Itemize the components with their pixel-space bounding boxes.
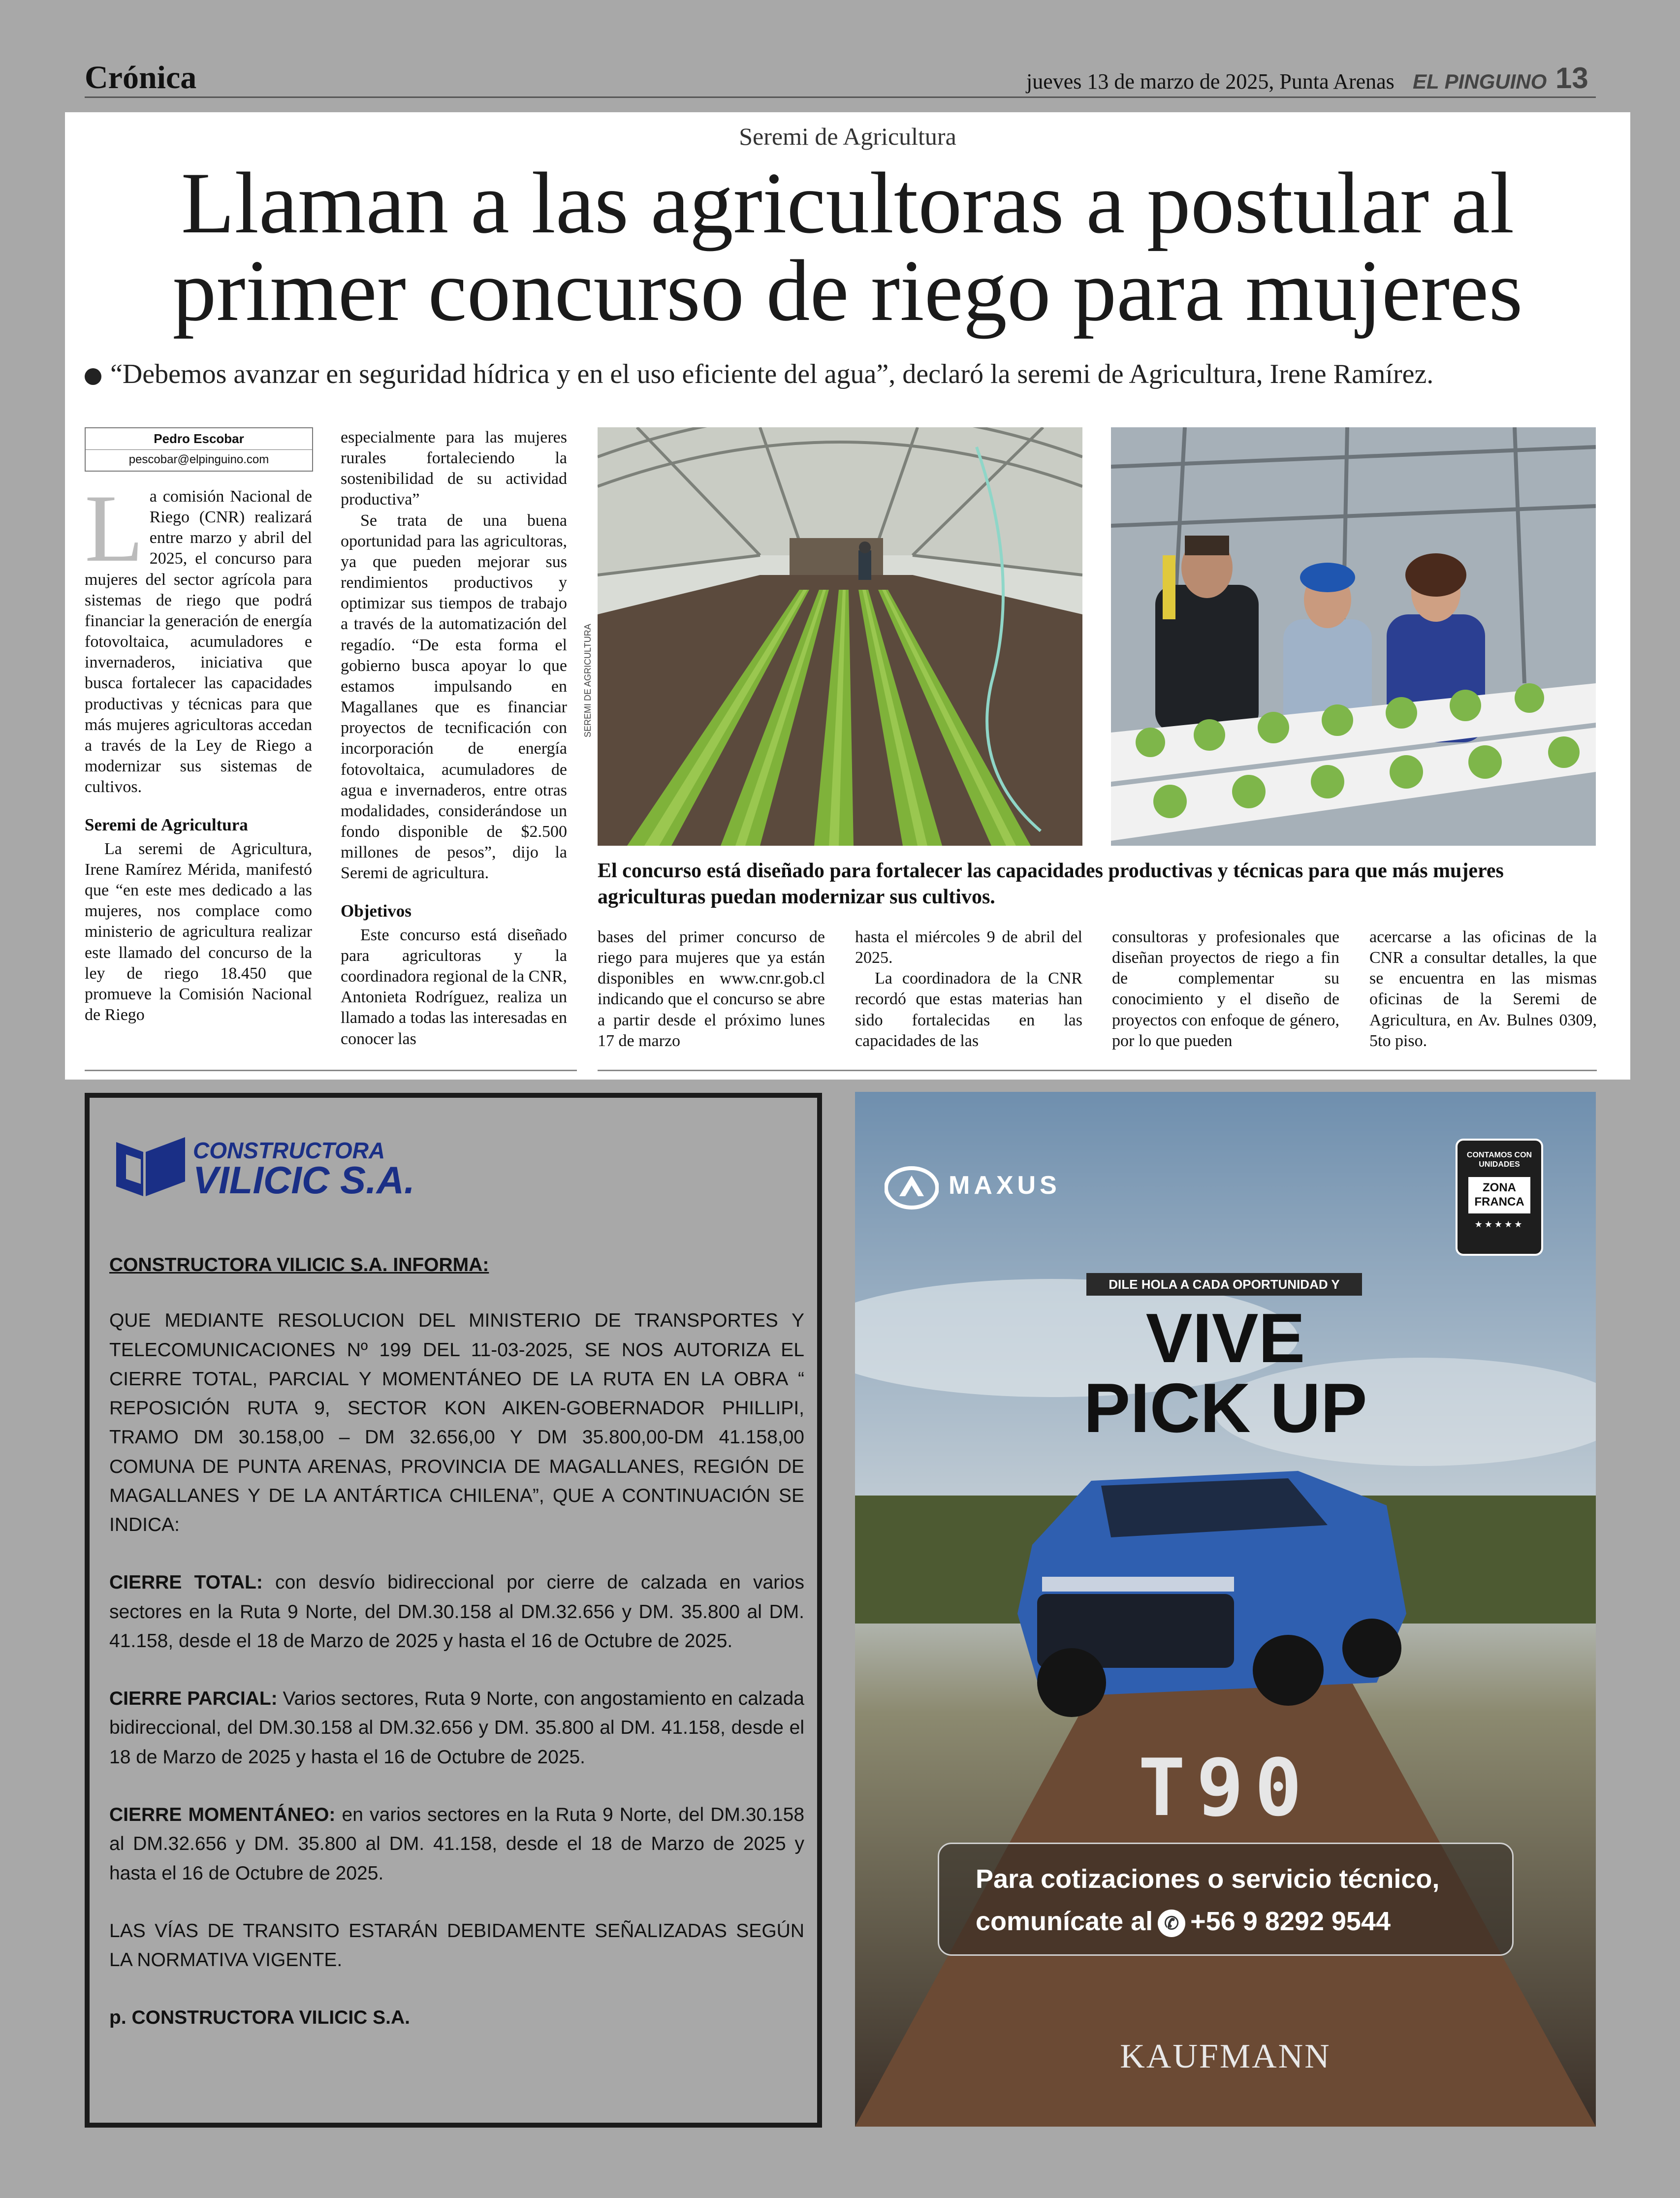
- paragraph: especialmente para las mujeres rurales fortaleciendo la sostenibilidad de su actividad productiva”: [341, 428, 567, 509]
- newspaper-name: EL PINGUINO: [1413, 70, 1547, 93]
- total-text: con desvío bidireccional por cierre de calzada en varios sectores en la Ruta 9 Norte, del DM.30.158 al DM.32.656 y DM. 35.800 al DM. 41.158, desde el 18 de Marzo de 2025 y hasta el 16 de Octubre de 2025.: [109, 1572, 804, 1652]
- paragraph: a comisión Nacional de Riego (CNR) realizará entre marzo y abril del 2025, el concurso para mujeres del sector agrícola para sistemas de riego que podrá financiar la generación de energía fotovoltaica, acumuladores e invernaderos, iniciativa que busca fortalecer las capacidades productivas y técnicas para que más mujeres agricultoras accedan a través de la Ley de Riego a modernizar sus sistemas de cultivos.: [85, 487, 312, 796]
- drop-cap: L: [85, 486, 144, 582]
- maxus-logo-icon: [885, 1166, 939, 1210]
- paragraph: hasta el miércoles 9 de abril del 2025.: [855, 928, 1082, 967]
- ad-tagline: DILE HOLA A CADA OPORTUNIDAD Y: [1086, 1273, 1362, 1296]
- subheading: Objetivos: [341, 901, 412, 921]
- paragraph: bases del primer concurso de riego para mujeres que ya están disponibles en www.cnr.gob.cl indicando que el concurso se abre a partir desde el próximo lunes 17 de marzo: [598, 928, 825, 1050]
- notice-momentaneo: [109, 1800, 804, 1888]
- notice-intro: QUE MEDIANTE RESOLUCION DEL MINISTERIO DE TRANSPORTES Y TELECOMUNICACIONES Nº 199 DEL 11-03-2025, SE NOS AUTORIZA EL CIERRE TOTAL, PARCIAL Y MOMENTÁNEO DE LA RUTA EN LA OBRA “ REPOSICIÓN RUTA 9, SECTOR KON AIKEN-GOBERNADOR PHILLIPI, TRAMO DM 30.158,00 – DM 32.656,00 Y DM 35.800,00-DM 41.158,00 COMUNA DE PUNTA ARENAS, PROVINCIA DE MAGALLANES, REGIÓN DE MAGALLANES Y DE LA ANTÁRTICA CHILENA”, QUE A CONTINUACIÓN SE INDICA:: [109, 1310, 804, 1536]
- ad-contact-box[interactable]: [938, 1843, 1514, 1956]
- paragraph: La coordinadora de la CNR recordó que estas materias han sido fortalecidas en las capacidades de las: [855, 969, 1082, 1050]
- people-photo: [1111, 427, 1596, 846]
- column-rule: [598, 1070, 1597, 1071]
- pickup-truck: [1017, 1471, 1406, 1717]
- ad-headline-1: VIVE: [1145, 1299, 1305, 1377]
- lead-text: “Debemos avanzar en seguridad hídrica y en el uso eficiente del agua”, declaró la seremi de Agricultura, Irene Ramírez.: [110, 359, 1434, 389]
- vilicic-logo: [116, 1137, 415, 1202]
- article-column-1: [85, 486, 312, 1072]
- dealer-name: KAUFMANN: [1120, 2038, 1331, 2075]
- ad-model: T90: [1138, 1742, 1313, 1834]
- article-panel: [65, 112, 1630, 1080]
- parcial-text: Varios sectores, Ruta 9 Norte, con angostamiento en calzada bidireccional, del DM.30.158 al DM.32.656 y DM. 35.800 al DM. 41.158, desde el 18 de Marzo de 2025 y hasta el 16 de Octubre de 2025.: [109, 1688, 804, 1768]
- notice-closing: LAS VÍAS DE TRANSITO ESTARÁN DEBIDAMENTE SEÑALIZADAS SEGÚN LA NORMATIVA VIGENTE.: [109, 1920, 804, 1971]
- construction-notice: [85, 1093, 822, 2128]
- paragraph: consultoras y profesionales que diseñan proyectos de riego a fin de complementar su conocimiento y el diseño de proyectos con enfoque de género, por lo que pueden: [1112, 928, 1339, 1050]
- momentaneo-text: en varios sectores en la Ruta 9 Norte, del DM.30.158 al DM.32.656 y DM. 35.800 al DM. 41.158, desde el 18 de Marzo de 2025 y hasta el 16 de Octubre de 2025.: [109, 1804, 805, 1884]
- photo-credit: SEREMI DE AGRICULTURA: [583, 624, 593, 737]
- logo-line-2: VILICIC S.A.: [193, 1158, 415, 1202]
- section-title: Crónica: [85, 60, 197, 96]
- momentaneo-label: CIERRE MOMENTÁNEO:: [109, 1804, 336, 1825]
- contact-prefix: comunícate al: [976, 1907, 1153, 1937]
- article-column-4: [855, 927, 1082, 1075]
- phone-number[interactable]: +56 9 8292 9544: [1190, 1907, 1391, 1937]
- column-rule: [85, 1070, 577, 1071]
- zona-franca-badge: [1456, 1139, 1543, 1256]
- badge-stars: ★★★★★: [1474, 1219, 1524, 1229]
- notice-parcial: [109, 1684, 804, 1772]
- ad-headline-2: PICK UP: [1083, 1369, 1367, 1447]
- headline-line-1: Llaman a las agricultoras a postular al: [181, 154, 1515, 252]
- author-name: Pedro Escobar: [154, 431, 244, 446]
- photo-caption: El concurso está diseñado para fortalecer las capacidades productivas y técnicas para que más mujeres agriculturas puedan modernizar sus cultivos.: [598, 860, 1504, 908]
- article-kicker: Seremi de Agricultura: [739, 123, 956, 150]
- article-column-3: [598, 927, 825, 1075]
- greenhouse-illustration: [598, 427, 1082, 846]
- article-column-5: [1112, 927, 1339, 1075]
- paragraph: acercarse a las oficinas de la CNR a consultar detalles, la que se encuentra en las mismas oficinas de la Seremi de Agricultura, en Av. Bulnes 0309, 5to piso.: [1369, 928, 1597, 1050]
- whatsapp-icon: ✆: [1158, 1910, 1185, 1937]
- paragraph: Este concurso está diseñado para agricultoras y la coordinadora regional de la CNR, Antonieta Rodríguez, realiza un llamado a todas las interesadas en conocer las: [341, 925, 567, 1048]
- logo-line-1: CONSTRUCTORA: [193, 1138, 385, 1163]
- total-label: CIERRE TOTAL:: [109, 1572, 263, 1593]
- people-illustration: [1111, 427, 1596, 846]
- article-column-2: [341, 427, 567, 1072]
- notice-signature: p. CONSTRUCTORA VILICIC S.A.: [109, 2007, 411, 2029]
- badge-top-text: CONTAMOS CON UNIDADES: [1466, 1151, 1532, 1169]
- page-number: 13: [1555, 62, 1588, 95]
- byline: [85, 427, 313, 472]
- ad-brand: MAXUS: [949, 1171, 1061, 1200]
- badge-mid-text: ZONA FRANCA: [1468, 1177, 1530, 1213]
- notice-total: [109, 1568, 804, 1656]
- greenhouse-photo: [598, 427, 1082, 846]
- maxus-advertisement[interactable]: [855, 1092, 1596, 2127]
- subheading: Seremi de Agricultura: [85, 815, 248, 835]
- contact-line-1: Para cotizaciones o servicio técnico,: [976, 1864, 1440, 1894]
- article-column-6: [1369, 927, 1597, 1075]
- article-lead: [85, 358, 1620, 390]
- notice-body: [109, 1250, 804, 2061]
- logo-emblem-icon: [116, 1137, 185, 1196]
- paragraph: Se trata de una buena oportunidad para las agricultoras, ya que pueden mejorar sus rendimientos productivos y optimizar sus tiempos de trabajo a través de la automatización del regadío. “De esta forma el gobierno busca apoyar lo que estamos impulsando en Magallanes que es financiar proyectos de tecnificación con incorporación de energía fotovoltaica, acumuladores de agua e invernaderos, entre otras modalidades, considerándose un fondo disponible de $2.500 millones de pesos”, dijo la Seremi de agricultura.: [341, 511, 567, 883]
- bullet-icon: [85, 368, 101, 385]
- parcial-label: CIERRE PARCIAL:: [109, 1688, 278, 1710]
- author-email[interactable]: pescobar@elpinguino.com: [86, 449, 312, 467]
- contact-line-2: [976, 1900, 1512, 1943]
- issue-date: jueves 13 de marzo de 2025, Punta Arenas: [1026, 69, 1395, 94]
- paragraph: La seremi de Agricultura, Irene Ramírez Mérida, manifestó que “en este mes dedicado a las mujeres, nos complace como ministerio de agricultura realizar este llamado del concurso de la ley de riego 18.450 que promueve la Comisión Nacional de Riego: [85, 839, 312, 1024]
- header-rule: [85, 96, 1596, 98]
- headline-line-2: primer concurso de riego para mujeres: [172, 242, 1523, 339]
- article-headline: [85, 154, 1611, 339]
- notice-title: CONSTRUCTORA VILICIC S.A. INFORMA:: [109, 1254, 489, 1275]
